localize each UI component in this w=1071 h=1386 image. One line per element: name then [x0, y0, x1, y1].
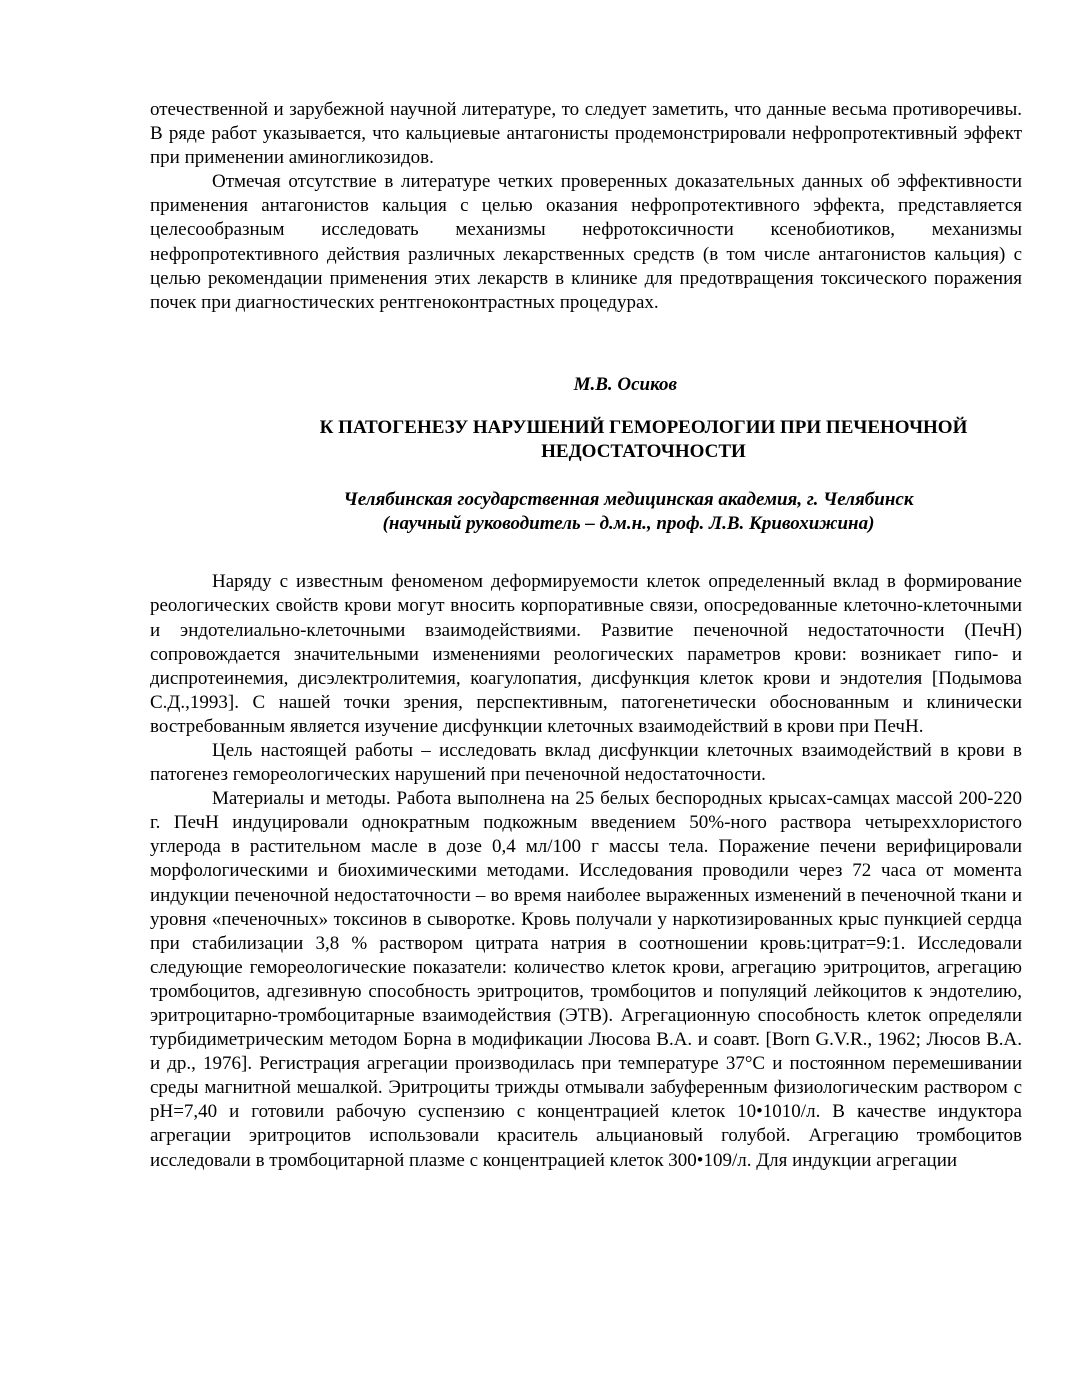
article-paragraph-2: Цель настоящей работы – исследовать вклад дисфункции клеточных взаимодействий в крови в патогенез гемореологических нарушений при печеночной недостаточности. [150, 739, 1022, 786]
affiliation-line-2: (научный руководитель – д.м.н., проф. Л.В. Кривохижина) [382, 513, 875, 535]
article-paragraph-1: Наряду с известным феноменом деформируемости клеток определенный вклад в формирование реологических свойств крови могут вносить корпоративные связи, опосредованные клеточно-клеточными и эндотелиально-клеточными взаимодействиями. Развитие печеночной недостаточности (ПечН) сопровождается значительными изменениями реологических параметров крови: возникает гипо- и диспротеинемия, дисэлектролитемия, коагулопатия, дисфункция клеток крови и эндотелия [Подымова С.Д.,1993]. С нашей точки зрения, перспективным, патогенетически обоснованным и клинически востребованным является изучение дисфункции клеточных взаимодействий в крови при ПечН. [150, 571, 1022, 737]
article-paragraph-3: Материалы и методы. Работа выполнена на 25 белых беспородных крысах-самцах массой 200-220 г. ПечН индуцировали однократным подкожным введением 50%-ного раствора четыреххлористого углерода в растительном масле в дозе 0,4 мл/100 г массы тела. Поражение печени верифицировали морфологическими и биохимическими методами. Исследования проводили через 72 часа от момента индукции печеночной недостаточности – во время наиболее выраженных изменений в печеночной ткани и уровня «печеночных» токсинов в сыворотке. Кровь получали у наркотизированных крыс пункцией сердца при стабилизации 3,8 % раствором цитрата натрия в соотношении кровь:цитрат=9:1. Исследовали следующие гемореологические показатели: количество клеток крови, агрегацию эритроцитов, агрегацию тромбоцитов, адгезивную способность эритроцитов, тромбоцитов и популяций лейкоцитов к эндотелию, эритроцитарно-тромбоцитарные взаимодействия (ЭТВ). Агрегационную способность клеток определяли турбидиметрическим методом Борна в модификации Люсова В.А. и соавт. [Born G.V.R., 1962; Люсов В.А. и др., 1976]. Регистрация агрегации производилась при температуре 37°С и постоянном перемешивании среды магнитной мешалкой. Эритроциты трижды отмывали забуференным физиологическим раствором с pH=7,40 и готовили рабочую суспензию с концентрацией клеток 10•1010/л. В качестве индуктора агрегации эритроцитов использовали краситель альциановый голубой. Агрегацию тромбоцитов исследовали в тромбоцитарной плазме с концентрацией клеток 300•109/л. Для индукции агрегации [150, 788, 1022, 1171]
affiliation-line-1: Челябинская государственная медицинская академия, г. Челябинск [343, 489, 914, 511]
article-author: М.В. Осиков [573, 373, 677, 395]
intro-paragraph-2: Отмечая отсутствие в литературе четких проверенных доказательных данных об эффективности применения антагонистов кальция с целью оказания нефропротективного эффекта, представляется целесообразным исследовать механизмы нефротоксичности ксенобиотиков, механизмы нефропротективного действия различных лекарственных средств (в том числе антагонистов кальция) с целью рекомендации применения этих лекарств в клинике для предотвращения токсического поражения почек при диагностических рентгеноконтрастных процедурах. [150, 171, 1022, 313]
article-title-line-2: НЕДОСТАТОЧНОСТИ [541, 441, 746, 463]
intro-paragraph-1: отечественной и зарубежной научной литературе, то следует заметить, что данные весьма противоречивы. В ряде работ указывается, что кальциевые антагонисты продемонстрировали нефропротективный эффект при применении аминогликозидов. [150, 99, 1022, 169]
document-page [150, 98, 1022, 1173]
article-title [150, 416, 1022, 464]
article-affiliation [150, 488, 1022, 536]
article-title-line-1: К ПАТОГЕНЕЗУ НАРУШЕНИЙ ГЕМОРЕОЛОГИИ ПРИ ПЕЧЕНОЧНОЙ [319, 416, 968, 438]
